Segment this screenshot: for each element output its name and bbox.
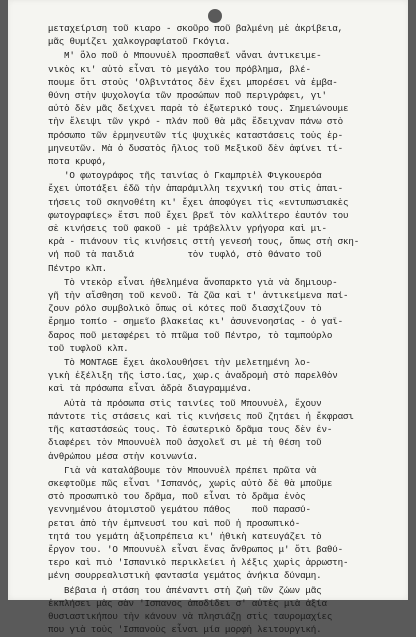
text-line: 'Ο φωτογράφος τῆς ταινίας ὁ Γκαμπριὲλ Φιγκουερόα [64,170,322,182]
text-line: πάντοτε τὶς στάσεις καὶ τὶς κινήσεις ποῦ ζητάει ἡ ἔκφρασι [48,410,354,422]
text-line: Πέντρο κλπ. [48,262,107,274]
paragraph [48,397,386,463]
text-line: ρεται ἀπὸ τὴν ἐμπνευσί του καὶ ποῦ ἡ προσωπικό- [48,517,301,529]
text-line: μεταχείριση τοῦ κιαρο - σκοῦρο ποῦ βαλμένη μὲ ἀκρίβεια, [48,23,343,34]
text-line: νικὸς κι' αὐτὸ εἶναι τὸ μεγάλο του πρόβλημα, βλέ- [48,63,311,75]
paragraph [48,49,386,168]
text-line: ζουν ρόλο συμβολικὸ ὅπως οἱ κότες ποῦ διασχίζουν τὸ [48,303,322,315]
text-line: μένη σουρρεαλιστικὴ φαντασία γεμάτος ἀνήκια δύναμη. [48,570,322,582]
text-line: διαφέρει τὸν Μπουνυὲλ ποῦ ἀσχολεῖ σι μὲ τὴ θέση τοῦ [48,437,322,449]
text-line: αὐτὸ δὲν μᾶς δείχνει παρὰ τὸ ἐξωτερικό τους. Σημειώνουμε [48,103,349,115]
text-line: θύνη στὴν ψυχολογία τῶν προσώπων ποῦ περιγράφει, γι' [48,90,327,102]
text-line: τήσεις τοῦ σκηνοθέτη κι' ἔχει ἀποφύγει τὶς «εντυπωσιακὲς [48,196,349,208]
text-line: τητά του γεμάτη ἀξιοπρέπεια κι' ἠθικὴ κατευγάζει τὸ [48,530,322,542]
text-line: ἔργον του. 'Ο Μπουνυὲλ εἶναι ἕνας ἄνθρωπος μ' ὅτι βαθύ- [48,543,343,555]
text-line: νή ποῦ τὰ παιδιά τὸν τυφλό, στὸ θάνατο τοῦ [48,249,322,261]
text-line: Τὸ ντεκὸρ εἶναι ἠθελημένα ἄνοπαρκτο γιὰ νὰ δημιουρ- [64,276,338,288]
text-line: θυσιαστικήπου τὴν κάνουν νὰ πλησιάζῃ στὶς ταυρομαχίες [48,610,333,622]
text-line: σὲ κινήσεις τοῦ φακοῦ - μὲ τράβελλιν γρήγορα καὶ μι- [48,223,327,235]
text-line: μᾶς θυμίζει χαλκογραφίατοῦ Γκόγια. [48,36,231,48]
text-line: ἐκπλήσει μὰς σὰν 'Ισπανος ἀποδίδει σ' αὐτὲς μιὰ ἀξία [48,597,327,609]
paragraph [48,464,386,583]
text-line: τῆς καταστάσεώς τους. Τὸ ἐσωτερικὸ δρᾶμα τους δὲν ἐν- [48,424,333,436]
paragraph [48,584,386,637]
text-line: τερο καὶ πιὸ 'Ισπανικὸ περικλείει ἡ λέξις χωρὶς ἀρρωστη- [48,557,349,569]
text-line: τοῦ τυφλοῦ κλπ. [48,342,129,354]
paragraph [48,22,386,48]
document-page [8,0,408,636]
text-line: Γιὰ νὰ καταλάβουμε τὸν Μπουνυὲλ πρέπει πρῶτα νὰ [64,464,317,476]
text-line: που γιὰ τοὺς 'Ισπανοὺς εἶναι μία μορφὴ λειτουργική. [48,624,322,636]
text-line: καὶ τὰ πρόσωπα εἶναι ἁδρὰ διαγραμμένα. [48,383,252,395]
text-line: γικὴ ἐξέλιξη τῆς ἱστο.ίας, χωρ.ς ἀναδρομὴ στὸ παρελθὸν [48,370,338,382]
text-line: Αὐτὰ τὰ πρόσωπα στὶς ταινίες τοῦ Μπουνυὲλ, ἔχουν [64,397,322,409]
paragraph [48,356,386,396]
paragraph [48,169,386,275]
text-line: ποτα κρυφό, [48,156,107,168]
paragraph [48,276,386,355]
text-line: στὸ προσωπικὸ του δρᾶμα, ποῦ εἶναι τὸ δρᾶμα ἑνὸς [48,491,306,503]
text-line: πρόσωπο τῶν ἑρμηνευτῶν τίς ψυχικὲς καταστάσεις τοὺς ἑρ- [48,129,343,141]
text-line: πουμε ὅτι στοὺς 'Ολβιντάτος δὲν ἔχει μπορέσει νὰ ἐμβα- [48,76,338,88]
text-line: Μ' ὅλο ποῦ ὁ Μπουνυὲλ προσπαθεῖ νἄναι ἀντικειμε- [64,50,322,62]
text-line: κρὰ - πιάνουν τὶς κινήσεις σττὴ γενεσή τους, ὅπως στὴ σκη- [48,236,360,248]
text-line: ἔχει ὑποτάξει ἐδῶ τὴν ἀπαράμιλλη τεχνική του στὶς ἀπαι- [48,183,343,195]
text-line: ἀνθρώπου μέσα στὴν κοινωνία. [48,450,199,462]
text-line: μηνευτῶν. Μὰ ὁ δυσατὸς ἥλιος τοῦ Μεξικοῦ δὲν ἀφίνει τί- [48,142,343,154]
punch-hole [208,9,222,23]
text-line: τὴν ἔλειψι τῶν γκρό - πλάν ποῦ θὰ μᾶς ἔδειχναν πάνω στὸ [48,116,343,128]
text-line: ἔρημο τοπίο - σημεῖο βλακείας κι' ἀσυνενοησίας - ὁ γαϊ- [48,316,343,328]
text-line: φωτογραφίες» ἔτσι ποῦ ἔχει βρεῖ τὸν καλλίτερο ἑαυτόν του [48,209,349,221]
text-line: σκεφτοῦμε πῶς εἶναι 'Ισπανός, χωρὶς αὐτὸ δὲ θὰ μποῦμε [48,477,333,489]
text-line: Βέβαια ἡ στάση του ἀπέναντι στὴ ζωὴ τῶν ζώων μᾶς [64,584,322,596]
body-text [48,22,386,637]
text-line: Τὸ MONTAGE ἔχει ἀκολουθήσει τὴν μελετημένη λο- [64,357,311,369]
text-line: δαρος ποῦ μεταφέρει τὸ πτῶμα τοῦ Πέντρο, τὸ ταμπούρλο [48,329,333,341]
text-line: γεννημένου ἀτομιστοῦ γεμάτου πάθος ποῦ παρασύ- [48,504,311,516]
text-line: γῆ τὴν αἴσθηση τοῦ κενοῦ. Τὰ ζῶα καὶ τ' ἀντικείμενα παί- [48,290,349,302]
